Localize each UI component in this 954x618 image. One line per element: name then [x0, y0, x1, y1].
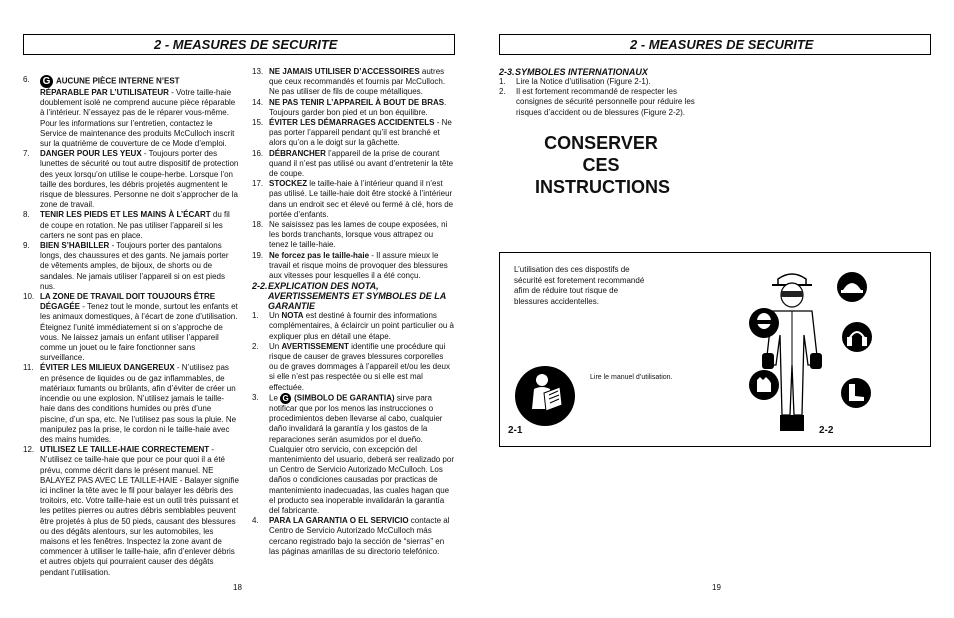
- safety-person-illustration: [732, 265, 902, 440]
- left-column-2: [252, 67, 454, 557]
- warranty-g-icon: G: [40, 75, 53, 88]
- manual-caption: Lire le manuel d’utilisation.: [590, 374, 673, 381]
- figure-label-2-2: 2-2: [819, 425, 834, 436]
- list-item: 2. Un AVERTISSEMENT identifie une procédure qui risque de causer de graves blessures corporelles ou de graves dommages à l’appareil et/ou les deux si elle n’est pas respectée ou si elle est mal effectuée.: [252, 341, 450, 392]
- safety-equipment-text: L’utilisation des ces dispostifs de sécurité est foretement recommandé afim de réduire tout risque de blessures accidentelles.: [514, 265, 645, 306]
- list-item: 4. PARA LA GARANTIA O EL SERVICIO contacte al Centro de Servicio Autorizado McCulloch más cercano registrado bajo la sección de “sierras” en las páginas amarillas de su directorio telefónico.: [252, 516, 450, 556]
- list-item: 18. Ne saisissez pas les lames de coupe exposées, ni les bords tranchants, lorsque vous attrapez ou tenez le taille-haie.: [252, 220, 448, 250]
- conserver-title: CONSERVER CES INSTRUCTIONS: [535, 133, 670, 197]
- list-item: 12. UTILISEZ LE TAILLE-HAIE CORRECTEMENT - N’utilisez ce taille-haie que pour ce pour quoi il a été prévu, comme décrit dans le présent manuel. NE BALAYEZ PAS AVEC LE TAILLE-HAIE - Balayer signifie ici incliner la tête avec le fil pour balayer les débris des troitoirs, etc. Votre taille-haie est un outil très puissant et les petites pierres ou autres débris semblables peuvent être projetés à plus de 50 pieds, causant des blessures ou des dégâts alentours, sur les automobiles, les maisons et les fenêtres. Inspectez la zone avant de commencer à utiliser le taille-haie, afin d’enlever débris et autres objets qui pourraient causer des dégâts pendant l’utilisation.: [23, 445, 239, 577]
- warranty-g-icon: G: [280, 393, 291, 404]
- page-number-right: 19: [712, 583, 721, 592]
- read-manual-icon: [514, 365, 576, 427]
- list-item: 7. DANGER POUR LES YEUX - Toujours porter des lunettes de sécurité ou tout autre dispositif de protection des yeux lorsqu’on utilise le coupe-herbe. Lorsque l’on taille des bordures, les débris projetés augmentent le risque de blessures. Personne ne doit s’approcher de la zone de travail.: [23, 149, 239, 210]
- right-column: [499, 67, 699, 118]
- page-number-left: 18: [233, 583, 242, 592]
- list-item: 11. ÉVITER LES MILIEUX DANGEREUX - N’utilisez pas en présence de liquides ou de gaz inflammables, de matériaux fumants ou brûlants, afin d’éviter de créer un incendie ou une explosion. N’utilisez jamais le taille-haie dans des conditions humides ou près d’une piscine, d’un spa, etc. Ne l’utilisez pas sous la pluie. Ne manipulez pas la prise, le cordon ni le taille-haie avec des mains humides.: [23, 363, 237, 444]
- list-item: 1. Un NOTA est destiné à fournir des informations complémentaires, à éclaircir un point particulier ou à expliquer plus en détail une étape.: [252, 311, 454, 341]
- list-item: 14. NE PAS TENIR L’APPAREIL À BOUT DE BRAS. Toujours garder bon pied et un bon équilibre.: [252, 97, 447, 117]
- list-item: 17. STOCKEZ le taille-haie à l’intérieur quand il n’est pas utilisé. Le taille-haie doit être stocké à l’intérieur dans un endroit sec et élevé ou fermé à clé, hors de portée d’enfants.: [252, 179, 454, 219]
- figure-label-2-1: 2-1: [508, 425, 523, 436]
- list-item: 3. Le G (SIMBOLO DE GARANTIA) sirve para notificar que por los menos las instrucciones o procedimientos deben llevarse al cabo, cualquier daño invalidará la garantía y los gastos de la reparaciones serán asumidos por el dueño. Cualquier otro servicio, con excepción del mantenimiento del usuario, deberá ser realizado por un Centro de Servicio Autorizado McCulloch. Los daños o condiciones causadas por practicas de mantenimiento inadecuadas, las cuales hagan que el producto sea inoperable invalidarán la garantía del fabricante.: [252, 392, 454, 515]
- list-item: 9. BIEN S’HABILLER - Toujours porter des pantalons longs, des chaussures et des gants. Ne jamais porter de vêtements amples, de bijoux, de shorts ou de sandales. Ne jamais utiliser l’appareil si on est pieds nus.: [23, 241, 229, 291]
- list-item: 6. G AUCUNE PIÈCE INTERNE N’EST RÉPARABLE PAR L’UTILISATEUR - Votre taille-haie doublement isolé ne comprend aucune pièce réparable à l’intérieur. N’essayez pas de le réparer vous-même. Pour les informations sur l’entretien, contactez le Service de maintenance des produits McCulloch inscrit sur la quatrième de couverture de ce Mode d’emploi.: [23, 75, 236, 149]
- list-item: 15. ÉVITER LES DÉMARRAGES ACCIDENTELS - Ne pas porter l’appareil pendant qu’il est branché et alors qu’on a le doigt sur la gâchette.: [252, 118, 452, 148]
- list-item: 13. NE JAMAIS UTILISER D’ACCESSOIRES autres que ceux recommandés et fournis par McCulloch. Ne pas utiliser de fils de coupe métalliques.: [252, 67, 446, 97]
- section-heading: 2-3. SYMBOLES INTERNATIONAUX: [499, 67, 648, 77]
- left-column-1: [23, 75, 239, 578]
- list-item: 16. DÉBRANCHER l’appareil de la prise de courant quand il n’est pas utilisé ou avant d’entretenir la tête de coupe.: [252, 148, 454, 179]
- safety-symbols-figure: [499, 252, 931, 447]
- list-item: 1. Lire la Notice d’utilisation (Figure 2-1).: [499, 77, 651, 86]
- left-page-header: 2 - MEASURES DE SECURITE: [23, 34, 455, 55]
- list-item: 19. Ne forcez pas le taille-haie - Il assure mieux le travail et risque moins de provoquer des blessures aux vitesses pour lesquelles il a été conçu.: [252, 250, 448, 281]
- right-page-header: 2 - MEASURES DE SECURITE: [499, 34, 931, 55]
- list-item: 10. LA ZONE DE TRAVAIL DOIT TOUJOURS ÊTRE DÉGAGÉE - Tenez tout le monde, surtout les enfants et les animaux domestiques, à l’écart de zone d’utilisation. Éteignez l’unité immédiatement si on s’approche de vous. Ne laissez jamais un enfant utiliser l’appareil comme un jouet ou le faire fonctionner sans surveillance.: [23, 292, 238, 363]
- list-item: 8. TENIR LES PIEDS ET LES MAINS À L’ÉCART du fil de coupe en rotation. Ne pas utiliser l’appareil si les carters ne sont pas en place.: [23, 210, 230, 240]
- list-item: 2. Il est fortement recommandé de respecter les consignes de sécurité personnelle pour réduire les risques d’accident ou de blessures (Figure 2-2).: [499, 87, 695, 117]
- section-heading: 2-2. EXPLICATION DES NOTA, AVERTISSEMENTS ET SYMBOLES DE LA GARANTIE: [252, 281, 446, 312]
